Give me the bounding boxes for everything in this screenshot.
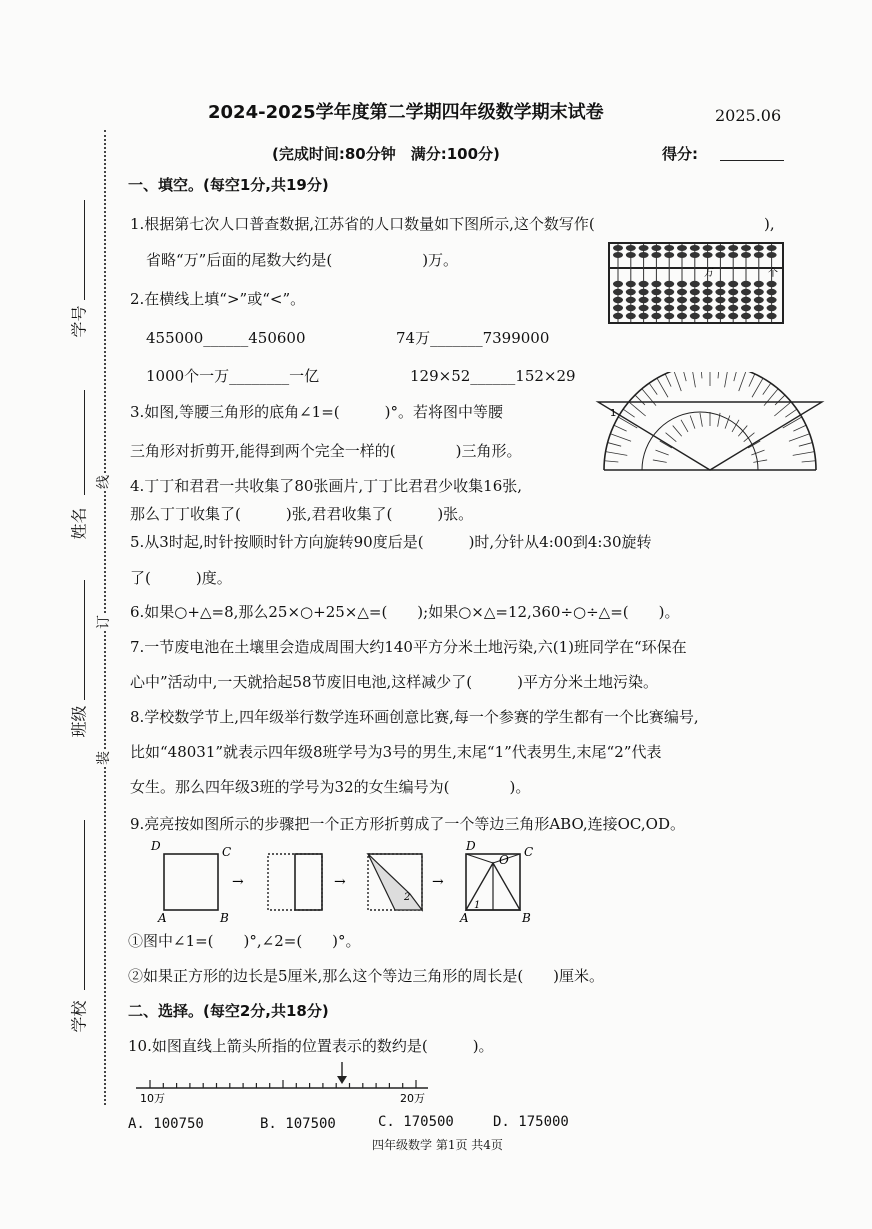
abacus-bead bbox=[677, 289, 687, 295]
abacus-bead bbox=[703, 245, 713, 251]
abacus-bead bbox=[651, 245, 661, 251]
abacus-bead bbox=[715, 297, 725, 303]
q10-option-d: D. 175000 bbox=[493, 1114, 569, 1130]
q9-sub2: ②如果正方形的边长是5厘米,那么这个等边三角形的周长是( )厘米。 bbox=[128, 967, 605, 985]
protractor-tick bbox=[749, 374, 755, 387]
q10-line1: 10.如图直线上箭头所指的位置表示的数约是( )。 bbox=[128, 1037, 494, 1055]
abacus-bead bbox=[703, 313, 713, 319]
protractor-inner-tick bbox=[753, 460, 767, 462]
abacus-bead bbox=[728, 245, 738, 251]
abacus-bead bbox=[703, 305, 713, 311]
school-label: 学校 bbox=[69, 1000, 89, 1033]
abacus-bead bbox=[677, 281, 687, 287]
abacus-bead bbox=[741, 281, 751, 287]
abacus-bead bbox=[613, 305, 623, 311]
protractor-figure bbox=[594, 372, 826, 474]
q9-label-D2: D bbox=[466, 839, 476, 853]
abacus-bead bbox=[639, 245, 649, 251]
q10-left-label: 10万 bbox=[140, 1092, 165, 1104]
abacus-bead bbox=[626, 245, 636, 251]
protractor-tick bbox=[665, 374, 671, 387]
q9-label-C2: C bbox=[524, 845, 534, 859]
abacus-bead bbox=[703, 289, 713, 295]
q9-label-C1: C bbox=[222, 845, 232, 859]
abacus-bead bbox=[664, 305, 674, 311]
abacus-bead bbox=[715, 305, 725, 311]
score-blank bbox=[720, 160, 784, 161]
section2-heading: 二、选择。(每空2分,共18分) bbox=[128, 1002, 329, 1020]
q4-line1: 4.丁丁和君君一共收集了80张画片,丁丁比君君少收集16张, bbox=[130, 477, 523, 495]
abacus-bead bbox=[754, 281, 764, 287]
abacus-bead bbox=[728, 281, 738, 287]
abacus-bead bbox=[690, 245, 700, 251]
q9-label-B2: B bbox=[522, 911, 531, 924]
abacus-bead bbox=[639, 313, 649, 319]
q10-option-b: B. 107500 bbox=[260, 1116, 336, 1132]
protractor-tick bbox=[718, 372, 719, 378]
abacus-bead bbox=[664, 289, 674, 295]
protractor-tick bbox=[629, 402, 646, 416]
abacus-bead bbox=[651, 289, 661, 295]
protractor-tick bbox=[764, 389, 778, 406]
q9-label-B1: B bbox=[220, 911, 229, 924]
abacus-bead bbox=[639, 281, 649, 287]
protractor-tick bbox=[610, 434, 631, 442]
protractor-inner-tick bbox=[660, 441, 672, 448]
protractor-tick bbox=[642, 389, 656, 406]
q2-d: 129×52______152×29 bbox=[410, 367, 576, 385]
abacus-bead bbox=[651, 281, 661, 287]
q9-label-D1: D bbox=[151, 839, 161, 853]
abacus-bead bbox=[651, 297, 661, 303]
abacus-bead bbox=[741, 245, 751, 251]
abacus-bead bbox=[767, 245, 777, 251]
protractor-angle-label: 1 bbox=[610, 408, 617, 419]
q1-line1: 1.根据第七次人口普查数据,江苏省的人口数量如下图所示,这个数写作( bbox=[130, 215, 595, 233]
protractor-inner-tick bbox=[690, 415, 695, 428]
q3-line1: 3.如图,等腰三角形的底角∠1=( )°。若将图中等腰 bbox=[130, 403, 503, 421]
seal-xian: 线 bbox=[93, 475, 113, 489]
abacus-bead bbox=[767, 313, 777, 319]
protractor-tick bbox=[635, 395, 645, 405]
q9-arrow-3: → bbox=[432, 874, 444, 890]
abacus-bead bbox=[754, 252, 764, 258]
abacus-bead bbox=[715, 281, 725, 287]
protractor-inner-tick bbox=[666, 433, 677, 442]
abacus-bead bbox=[613, 281, 623, 287]
q10-number-line bbox=[128, 1060, 438, 1104]
class-line bbox=[84, 580, 85, 700]
q10-option-c: C. 170500 bbox=[378, 1114, 454, 1130]
abacus-bead bbox=[677, 245, 687, 251]
protractor-tick bbox=[793, 425, 806, 431]
protractor-inner-tick bbox=[655, 450, 668, 455]
abacus-figure bbox=[608, 242, 784, 324]
q9-label-O: O bbox=[499, 853, 509, 867]
exam-subtitle: (完成时间:80分钟 满分:100分) bbox=[272, 145, 500, 163]
page-footer: 四年级数学 第1页 共4页 bbox=[372, 1138, 503, 1152]
abacus-bead bbox=[613, 245, 623, 251]
abacus-bead bbox=[613, 297, 623, 303]
section1-heading: 一、填空。(每空1分,共19分) bbox=[128, 176, 329, 194]
protractor-inner-tick bbox=[748, 441, 760, 448]
abacus-bead bbox=[767, 281, 777, 287]
protractor-tick bbox=[799, 443, 813, 447]
abacus-bead bbox=[626, 297, 636, 303]
protractor-tick bbox=[793, 452, 815, 456]
abacus-bead bbox=[651, 252, 661, 258]
name-line bbox=[84, 390, 85, 495]
abacus-bead bbox=[639, 305, 649, 311]
seal-ding: 订 bbox=[93, 615, 113, 629]
q7-line2: 心中”活动中,一天就拾起58节废旧电池,这样减少了( )平方分米土地污染。 bbox=[130, 673, 658, 691]
protractor-tick bbox=[604, 461, 618, 462]
q8-line1: 8.学校数学节上,四年级举行数学连环画创意比赛,每一个参赛的学生都有一个比赛编号, bbox=[130, 708, 699, 726]
q9-label-one: 1 bbox=[474, 900, 481, 911]
protractor-tick bbox=[774, 402, 791, 416]
abacus-bead bbox=[728, 305, 738, 311]
protractor-tick bbox=[606, 452, 628, 456]
abacus-bead bbox=[741, 252, 751, 258]
abacus-bead bbox=[613, 252, 623, 258]
abacus-bead bbox=[728, 289, 738, 295]
abacus-bead bbox=[639, 289, 649, 295]
protractor-tick bbox=[725, 372, 729, 387]
q7-line1: 7.一节废电池在土壤里会造成周围大约140平方分米土地污染,六(1)班同学在“环保在 bbox=[130, 638, 687, 656]
protractor-inner-tick bbox=[653, 460, 667, 462]
abacus-bead bbox=[677, 313, 687, 319]
protractor-tick bbox=[763, 383, 771, 394]
protractor-tick bbox=[785, 409, 796, 417]
abacus-bead bbox=[715, 289, 725, 295]
abacus-bead bbox=[728, 297, 738, 303]
class-label: 班级 bbox=[69, 705, 89, 738]
abacus-bead bbox=[626, 289, 636, 295]
q9-label-A2: A bbox=[460, 911, 469, 924]
abacus-bead bbox=[664, 281, 674, 287]
q9-label-A1: A bbox=[158, 911, 167, 924]
protractor-tick bbox=[614, 425, 627, 431]
abacus-bead bbox=[754, 313, 764, 319]
q4-line2: 那么丁丁收集了( )张,君君收集了( )张。 bbox=[130, 505, 474, 523]
seal-zhuang: 装 bbox=[93, 751, 113, 765]
abacus-bead bbox=[741, 297, 751, 303]
q1-line1-end: ), bbox=[764, 215, 775, 233]
q9-line1: 9.亮亮按如图所示的步骤把一个正方形折剪成了一个等边三角形ABO,连接OC,OD。 bbox=[130, 815, 685, 833]
protractor-tick bbox=[692, 372, 696, 387]
q9-sub1: ①图中∠1=( )°,∠2=( )°。 bbox=[128, 932, 361, 950]
abacus-bead bbox=[664, 313, 674, 319]
protractor-tick bbox=[608, 443, 622, 447]
protractor-tick bbox=[775, 395, 785, 405]
q1-line2: 省略“万”后面的尾数大约是( )万。 bbox=[146, 251, 459, 269]
protractor-tick bbox=[657, 378, 668, 397]
abacus-bead bbox=[690, 297, 700, 303]
page-title: 2024-2025学年度第二学期四年级数学期末试卷 bbox=[208, 102, 604, 123]
abacus-bead bbox=[690, 252, 700, 258]
q9-label-two: 2 bbox=[404, 892, 411, 903]
abacus-bead bbox=[754, 245, 764, 251]
abacus-bead bbox=[754, 289, 764, 295]
q10-right-label: 20万 bbox=[400, 1092, 425, 1104]
abacus-bead bbox=[690, 305, 700, 311]
abacus-ge-label: 个 bbox=[768, 268, 778, 279]
abacus-bead bbox=[703, 252, 713, 258]
protractor-tick bbox=[649, 383, 657, 394]
q5-line1: 5.从3时起,时针按顺时针方向旋转90度后是( )时,分针从4:00到4:30旋转 bbox=[130, 533, 652, 551]
abacus-bead bbox=[639, 252, 649, 258]
abacus-bead bbox=[767, 297, 777, 303]
q9-arrow-2: → bbox=[334, 874, 346, 890]
abacus-bead bbox=[651, 305, 661, 311]
q9-arrow-1: → bbox=[232, 874, 244, 890]
protractor-tick bbox=[674, 372, 682, 391]
abacus-bead bbox=[690, 281, 700, 287]
abacus-bead bbox=[677, 297, 687, 303]
protractor-inner-tick bbox=[751, 450, 764, 455]
abacus-bead bbox=[754, 297, 764, 303]
q6-line1: 6.如果○+△=8,那么25×○+25×△=( );如果○×△=12,360÷○÷△=( )。 bbox=[130, 603, 680, 621]
abacus-bead bbox=[626, 281, 636, 287]
abacus-bead bbox=[677, 252, 687, 258]
q5-line2: 了( )度。 bbox=[130, 569, 232, 587]
name-label: 姓名 bbox=[69, 507, 89, 540]
q2-b: 74万_______7399000 bbox=[396, 329, 550, 347]
q2-a: 455000______450600 bbox=[146, 329, 306, 347]
abacus-bead bbox=[703, 281, 713, 287]
abacus-bead bbox=[613, 289, 623, 295]
q8-line2: 比如“48031”就表示四年级8班学号为3号的男生,末尾“1”代表男生,末尾“2”代表 bbox=[130, 743, 662, 761]
protractor-inner-tick bbox=[673, 426, 682, 437]
abacus-bead bbox=[626, 252, 636, 258]
abacus-bead bbox=[664, 297, 674, 303]
score-label: 得分: bbox=[662, 145, 698, 163]
exam-date: 2025.06 bbox=[715, 106, 782, 125]
q2-line1: 2.在横线上填“>”或“<”。 bbox=[130, 290, 306, 308]
abacus-bead bbox=[741, 305, 751, 311]
q9-fold-figures bbox=[148, 838, 540, 924]
abacus-bead bbox=[715, 313, 725, 319]
q3-line2: 三角形对折剪开,能得到两个完全一样的( )三角形。 bbox=[130, 442, 522, 460]
abacus-wan-label: 万 bbox=[704, 268, 714, 279]
protractor-inner-tick bbox=[681, 420, 688, 432]
protractor-inner-tick bbox=[700, 413, 702, 427]
abacus-bead bbox=[651, 313, 661, 319]
protractor-tick bbox=[623, 409, 634, 417]
abacus-bead bbox=[767, 252, 777, 258]
protractor-tick bbox=[618, 417, 637, 428]
q2-c: 1000个一万________一亿 bbox=[146, 367, 320, 385]
protractor-tick bbox=[734, 372, 738, 381]
abacus-bead bbox=[767, 305, 777, 311]
abacus-bead bbox=[728, 252, 738, 258]
protractor-tick bbox=[683, 372, 687, 381]
abacus-bead bbox=[690, 289, 700, 295]
protractor-tick bbox=[701, 372, 702, 378]
abacus-bead bbox=[690, 313, 700, 319]
abacus-bead bbox=[677, 305, 687, 311]
school-line bbox=[84, 820, 85, 990]
abacus-bead bbox=[728, 313, 738, 319]
abacus-bead bbox=[754, 305, 764, 311]
protractor-tick bbox=[802, 461, 816, 462]
abacus-bead bbox=[715, 252, 725, 258]
abacus-bead bbox=[664, 245, 674, 251]
abacus-bead bbox=[626, 305, 636, 311]
student-no-line bbox=[84, 200, 85, 300]
abacus-bead bbox=[639, 297, 649, 303]
abacus-bead bbox=[703, 297, 713, 303]
q10-option-a: A. 100750 bbox=[128, 1116, 204, 1132]
abacus-bead bbox=[664, 252, 674, 258]
abacus-bead bbox=[767, 289, 777, 295]
protractor-tick bbox=[789, 434, 810, 442]
protractor-tick bbox=[739, 372, 747, 391]
protractor-tick bbox=[783, 417, 802, 428]
abacus-bead bbox=[715, 245, 725, 251]
protractor-tick bbox=[752, 378, 763, 397]
abacus-bead bbox=[741, 313, 751, 319]
abacus-bead bbox=[741, 289, 751, 295]
q8-line3: 女生。那么四年级3班的学号为32的女生编号为( )。 bbox=[130, 778, 531, 796]
student-no-label: 学号 bbox=[69, 305, 89, 338]
abacus-bead bbox=[626, 313, 636, 319]
abacus-bead bbox=[613, 313, 623, 319]
